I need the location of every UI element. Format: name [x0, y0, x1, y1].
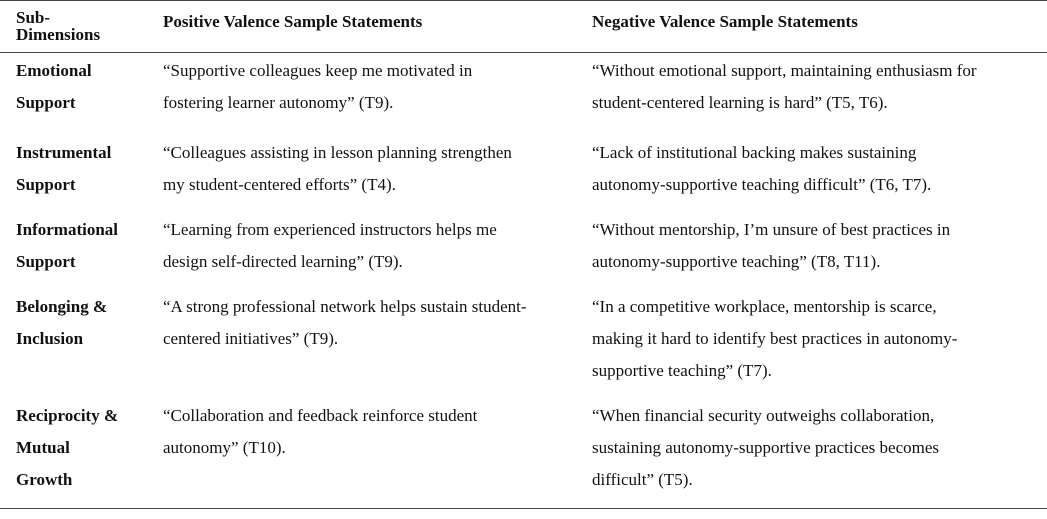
sub-dimension-line: Support [16, 175, 76, 194]
positive-statement-line: “A strong professional network helps sustain student- [163, 297, 527, 316]
sub-dimension-line: Instrumental [16, 143, 112, 162]
negative-statement-line: “When financial security outweighs collaboration, [592, 406, 935, 425]
header-sub-dimensions [16, 9, 100, 43]
bottom-rule [0, 508, 1047, 509]
header-sub-line-1: Sub- [16, 8, 51, 27]
negative-statement-cell [592, 291, 1032, 387]
positive-statement-line: “Colleagues assisting in lesson planning strengthen [163, 143, 512, 162]
negative-statement-line: “In a competitive workplace, mentorship is scarce, [592, 297, 937, 316]
negative-statement-cell [592, 55, 1032, 119]
positive-statement-cell [163, 55, 568, 119]
positive-statement-cell [163, 137, 568, 201]
sub-dimension-line: Reciprocity & [16, 406, 119, 425]
sub-dimension-line: Support [16, 93, 76, 112]
negative-statement-cell [592, 214, 1032, 278]
negative-statement-cell [592, 137, 1032, 201]
negative-statement-line: “Without mentorship, I’m unsure of best practices in [592, 220, 951, 239]
negative-statement-line: “Lack of institutional backing makes sustaining [592, 143, 917, 162]
negative-statement-line: supportive teaching” (T7). [592, 361, 772, 380]
sub-dimension-cell [16, 291, 146, 355]
positive-statement-cell [163, 214, 568, 278]
header-negative: Negative Valence Sample Statements [592, 12, 858, 31]
negative-statement-line: autonomy-supportive teaching” (T8, T11). [592, 252, 881, 271]
sub-dimension-cell [16, 214, 146, 278]
sub-dimension-line: Mutual [16, 438, 70, 457]
positive-statement-line: centered initiatives” (T9). [163, 329, 339, 348]
header-sub-line-2: Dimensions [16, 25, 101, 44]
positive-statement-line: fostering learner autonomy” (T9). [163, 93, 394, 112]
negative-statement-line: sustaining autonomy-supportive practices becomes [592, 438, 939, 457]
positive-statement-line: design self-directed learning” (T9). [163, 252, 403, 271]
sub-dimension-line: Emotional [16, 61, 92, 80]
header-rule [0, 52, 1047, 53]
negative-statement-line: making it hard to identify best practices in autonomy- [592, 329, 958, 348]
header-positive: Positive Valence Sample Statements [163, 12, 423, 31]
positive-statement-line: “Collaboration and feedback reinforce student [163, 406, 478, 425]
sub-dimension-line: Belonging & [16, 297, 108, 316]
sub-dimension-cell [16, 55, 146, 119]
positive-statement-cell [163, 291, 568, 355]
positive-statement-line: autonomy” (T10). [163, 438, 286, 457]
top-rule [0, 0, 1047, 1]
sub-dimension-line: Inclusion [16, 329, 84, 348]
negative-statement-line: difficult” (T5). [592, 470, 693, 489]
sub-dimension-line: Growth [16, 470, 73, 489]
positive-statement-cell [163, 400, 568, 464]
positive-statement-line: “Supportive colleagues keep me motivated in [163, 61, 473, 80]
sub-dimension-cell [16, 400, 146, 496]
sub-dimension-cell [16, 137, 146, 201]
positive-statement-line: my student-centered efforts” (T4). [163, 175, 396, 194]
sub-dimension-line: Informational [16, 220, 118, 239]
negative-statement-cell [592, 400, 1032, 496]
negative-statement-line: student-centered learning is hard” (T5, T6). [592, 93, 888, 112]
sub-dimension-line: Support [16, 252, 76, 271]
negative-statement-line: “Without emotional support, maintaining enthusiasm for [592, 61, 977, 80]
positive-statement-line: “Learning from experienced instructors helps me [163, 220, 497, 239]
negative-statement-line: autonomy-supportive teaching difficult” (T6, T7). [592, 175, 932, 194]
